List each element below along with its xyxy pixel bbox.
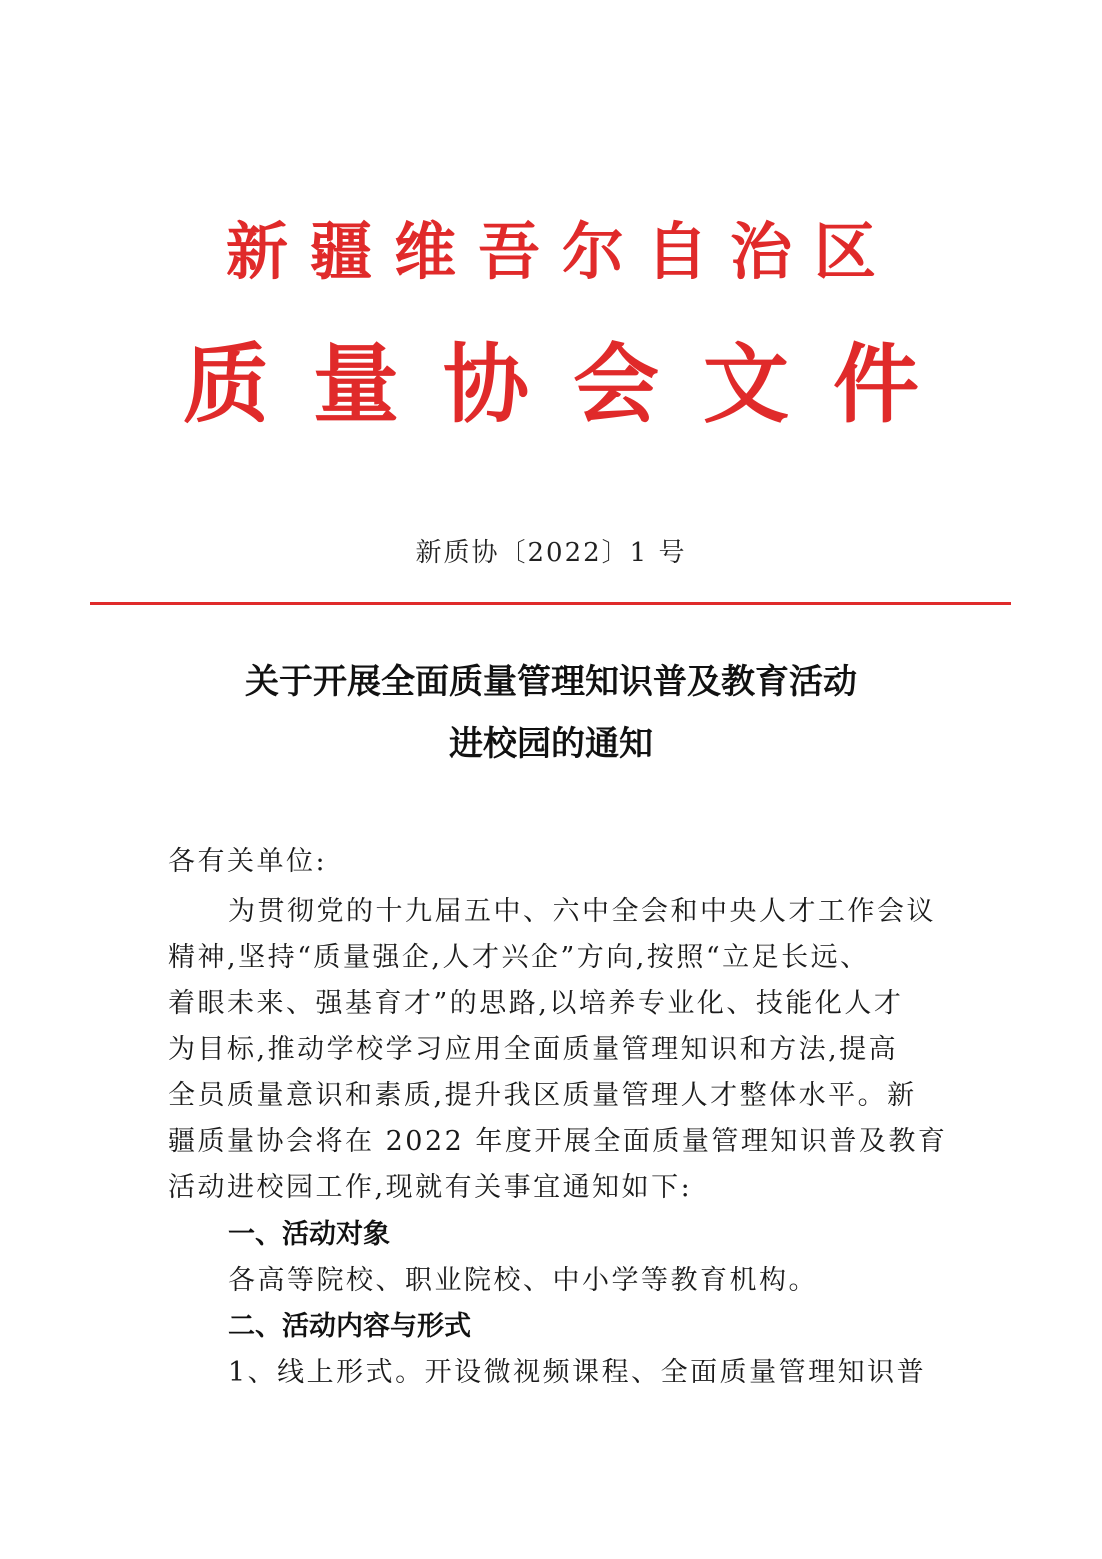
salutation: 各有关单位: (168, 846, 328, 877)
document-title-line-1: 关于开展全面质量管理知识普及教育活动 (245, 662, 857, 702)
section-heading-activity-target: 一、活动对象 (228, 1219, 390, 1250)
section-heading-activity-content: 二、活动内容与形式 (228, 1311, 471, 1342)
red-divider-line (90, 602, 1011, 605)
paragraph-line: 全员质量意识和素质,提升我区质量管理人才整体水平。新 (168, 1080, 917, 1111)
paragraph-line: 为目标,推动学校学习应用全面质量管理知识和方法,提高 (168, 1034, 899, 1065)
section-text-activity-content: 1、线上形式。开设微视频课程、全面质量管理知识普 (228, 1357, 927, 1388)
section-text-activity-target: 各高等院校、职业院校、中小学等教育机构。 (228, 1265, 818, 1296)
document-title-line-2: 进校园的通知 (449, 724, 653, 764)
paragraph-line: 活动进校园工作,现就有关事宜通知如下: (168, 1172, 693, 1203)
paragraph-line: 为贯彻党的十九届五中、六中全会和中央人才工作会议 (228, 896, 936, 927)
letterhead-document-type: 质量协会文件 (183, 335, 963, 435)
letterhead-org-name: 新疆维吾尔自治区 (225, 215, 898, 288)
paragraph-line: 着眼未来、强基育才”的思路,以培养专业化、技能化人才 (168, 988, 904, 1019)
paragraph-line: 精神,坚持“质量强企,人才兴企”方向,按照“立足长远、 (168, 942, 870, 973)
paragraph-line: 疆质量协会将在 2022 年度开展全面质量管理知识普及教育 (168, 1126, 948, 1157)
document-number: 新质协〔2022〕1 号 (415, 538, 687, 568)
